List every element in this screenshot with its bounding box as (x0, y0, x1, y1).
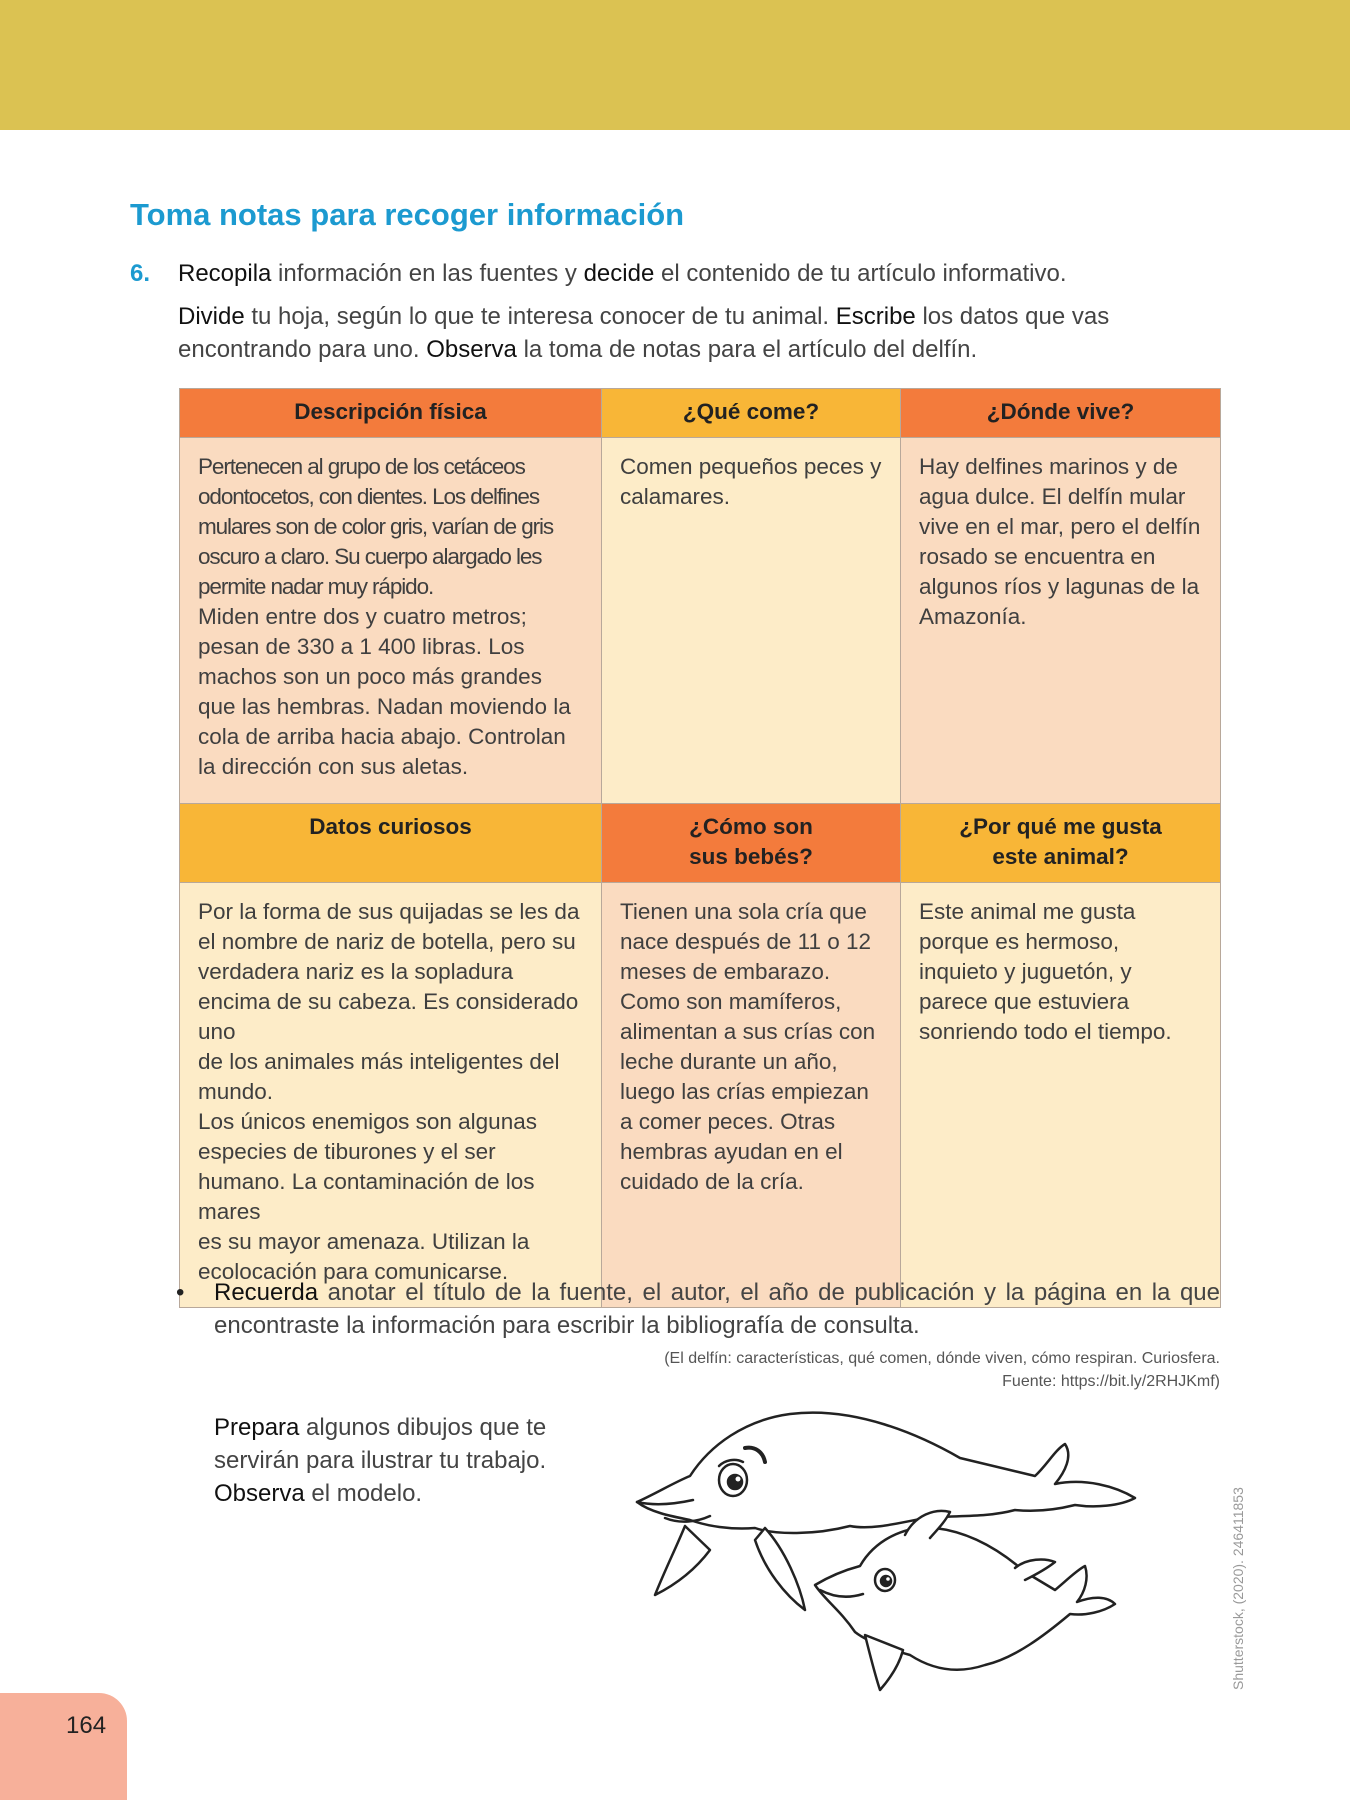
header-donde-vive: ¿Dónde vive? (901, 389, 1221, 438)
cell-como-son-sus-bebes: Tienen una sola cría que nace después de 11 o 12 meses de embarazo. Como son mamíferos, alimentan a sus crías con leche durante un año, luego las crías empiezan a comer peces. Otras hembras ayudan en el cuidado de la cría. (602, 883, 901, 1308)
verb-observa-2: Observa (214, 1480, 305, 1507)
header-datos-curiosos: Datos curiosos (180, 804, 602, 883)
table-row (180, 883, 1221, 1308)
table-header-row (180, 389, 1221, 438)
notes-table (179, 388, 1221, 1308)
bullet: • (176, 1279, 185, 1306)
source-citation: (El delfín: características, qué comen, dónde viven, cómo respiran. Curiosfera. Fuente: https://bit.ly/2RHJKmf) (664, 1350, 1220, 1390)
activity-6 (130, 257, 1220, 376)
page-number-tab (0, 1693, 127, 1800)
activity-number: 6. (130, 260, 151, 287)
header-que-come: ¿Qué come? (602, 389, 901, 438)
verb-decide: decide (583, 260, 655, 287)
verb-prepara: Prepara (214, 1414, 300, 1441)
header-descripcion-fisica: Descripción física (180, 389, 602, 438)
cell-descripcion-fisica: Pertenecen al grupo de los cetáceos odontocetos, con dientes. Los delfines mulares son de color gris, varían de gris oscuro a claro. Su cuerpo alargado les permite nadar muy rápido. Miden entre dos y cuatro metros; pesan de 330 a 1 400 libras. Los machos son un poco más grandes que las hembras. Nadan moviendo la cola de arriba hacia abajo. Controlan la dirección con sus aletas. (180, 438, 602, 804)
cell-donde-vive: Hay delfines marinos y de agua dulce. El delfín mular vive en el mar, pero el delfín rosado se encuentra en algunos ríos y lagunas de la Amazonía. (901, 438, 1221, 804)
cell-datos-curiosos: Por la forma de sus quijadas se les da el nombre de nariz de botella, pero su verdadera nariz es la sopladura encima de su cabeza. Es considerado uno de los animales más inteligentes del mundo. Los únicos enemigos son algunas especies de tiburones y el ser humano. La contaminación de los mares es su mayor amenaza. Utilizan la ecolocación para comunicarse. (180, 883, 602, 1308)
verb-recopila: Recopila (178, 260, 272, 287)
activity-instruction-2: Divide tu hoja, según lo que te interesa conocer de tu animal. Escribe los datos que vas encontrando para uno. Observa la toma de notas para el artículo del delfín. (178, 303, 1110, 363)
section-title: Toma notas para recoger información (130, 197, 685, 232)
prepare-instruction: Prepara algunos dibujos que te servirán para ilustrar tu trabajo. Observa el modelo. (214, 1414, 547, 1507)
header-como-son-sus-bebes: ¿Cómo son sus bebés? (602, 804, 901, 883)
baby-dolphin (815, 1511, 1115, 1690)
cell-que-come: Comen pequeños peces y calamares. (602, 438, 901, 804)
header-band (0, 0, 1350, 130)
table-row (180, 438, 1221, 804)
table-header-row-2 (180, 804, 1221, 883)
verb-observa: Observa (426, 336, 517, 363)
verb-divide: Divide (178, 303, 245, 330)
image-credit: Shutterstock, (2020). 246411853 (1230, 1487, 1246, 1690)
verb-escribe: Escribe (835, 303, 916, 330)
cell-por-que-me-gusta: Este animal me gusta porque es hermoso, inquieto y juguetón, y parece que estuviera sonriendo todo el tiempo. (901, 883, 1221, 1308)
dolphins-illustration (615, 1400, 1235, 1700)
page-number: 164 (66, 1712, 107, 1739)
header-por-que-me-gusta: ¿Por qué me gusta este animal? (901, 804, 1221, 883)
verb-recuerda: Recuerda (214, 1279, 319, 1306)
activity-instruction-1: Recopila información en las fuentes y decide el contenido de tu artículo informativo. (178, 260, 1067, 287)
reminder-note: • Recuerda anotar el título de la fuente, el autor, el año de publicación y la página en la que encontraste la información para escribir la bibliografía de consulta. (176, 1276, 1220, 1342)
